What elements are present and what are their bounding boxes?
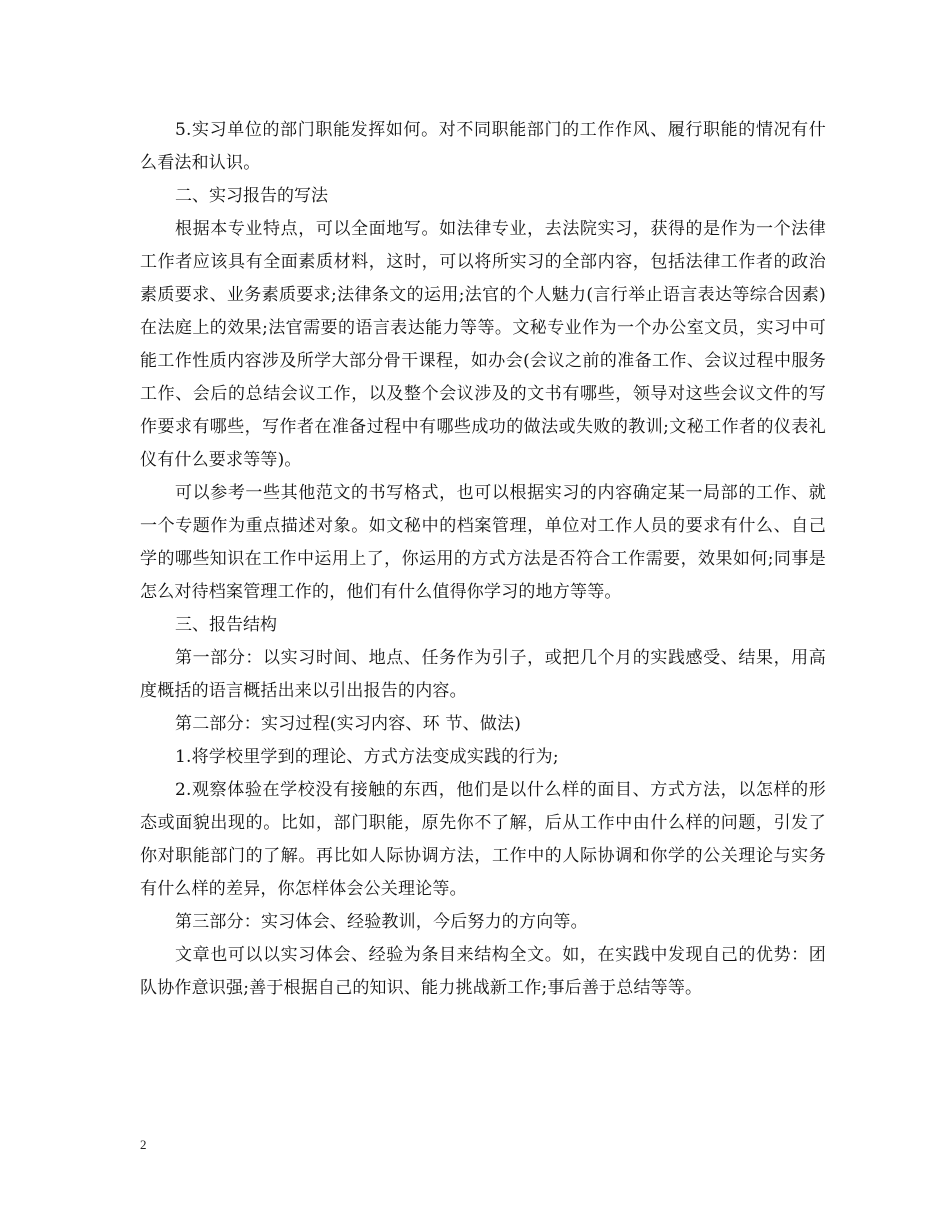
paragraph-structure-by-experience: 文章也可以以实习体会、经验为条目来结构全文。如，在实践中发现自己的优势：团队协作意识强;善于根据自己的知识、能力挑战新工作;事后善于总结等等。 [140, 945, 826, 998]
paragraph-writing-by-specialty: 根据本专业特点，可以全面地写。如法律专业，去法院实习，获得的是作为一个法律工作者应该具有全面素质材料，这时，可以将所实习的全部内容，包括法律工作者的政治素质要求、业务素质要求;法律条文的运用;法官的个人魅力(言行举止语言表达等综合因素)在法庭上的效果;法官需要的语言表达能力等等。文秘专业作为一个办公室文员，实习中可能工作性质内容涉及所学大部分骨干课程，如办会(会议之前的准备工作、会议过程中服务工作、会后的总结会议工作，以及整个会议涉及的文书有哪些，领导对这些会议文件的写作要求有哪些，写作者在准备过程中有哪些成功的做法或失败的教训;文秘工作者的仪表礼仪有什么要求等等)。 [140, 219, 826, 470]
paragraph-part-one: 第一部分：以实习时间、地点、任务作为引子，或把几个月的实践感受、结果，用高度概括的语言概括出来以引出报告的内容。 [140, 648, 826, 701]
paragraph-part-two: 第二部分：实习过程(实习内容、环 节、做法) [175, 714, 522, 734]
section-heading-report-structure: 三、报告结构 [175, 615, 277, 635]
paragraph-part-two-item-2: 2.观察体验在学校没有接触的东西，他们是以什么样的面目、方式方法，以怎样的形态或面貌出现的。比如，部门职能，原先你不了解，后从工作中由什么样的问题，引发了你对职能部门的了解。再比如人际协调方法，工作中的人际协调和你学的公关理论与实务有什么样的差异，你怎样体会公关理论等。 [140, 780, 826, 899]
paragraph-part-three: 第三部分：实习体会、经验教训，今后努力的方向等。 [175, 912, 588, 932]
document-body [140, 114, 826, 1005]
paragraph-item-5: 5.实习单位的部门职能发挥如何。对不同职能部门的工作作风、履行职能的情况有什么看法和认识。 [140, 120, 826, 173]
paragraph-reference-format: 可以参考一些其他范文的书写格式，也可以根据实习的内容确定某一局部的工作、就一个专题作为重点描述对象。如文秘中的档案管理，单位对工作人员的要求有什么、自己学的哪些知识在工作中运用上了，你运用的方式方法是否符合工作需要，效果如何;同事是怎么对待档案管理工作的，他们有什么值得你学习的地方等等。 [140, 483, 826, 602]
section-heading-writing-method: 二、实习报告的写法 [175, 186, 328, 206]
page-number: 2 [140, 1137, 147, 1152]
paragraph-part-two-item-1: 1.将学校里学到的理论、方式方法变成实践的行为; [175, 747, 559, 767]
